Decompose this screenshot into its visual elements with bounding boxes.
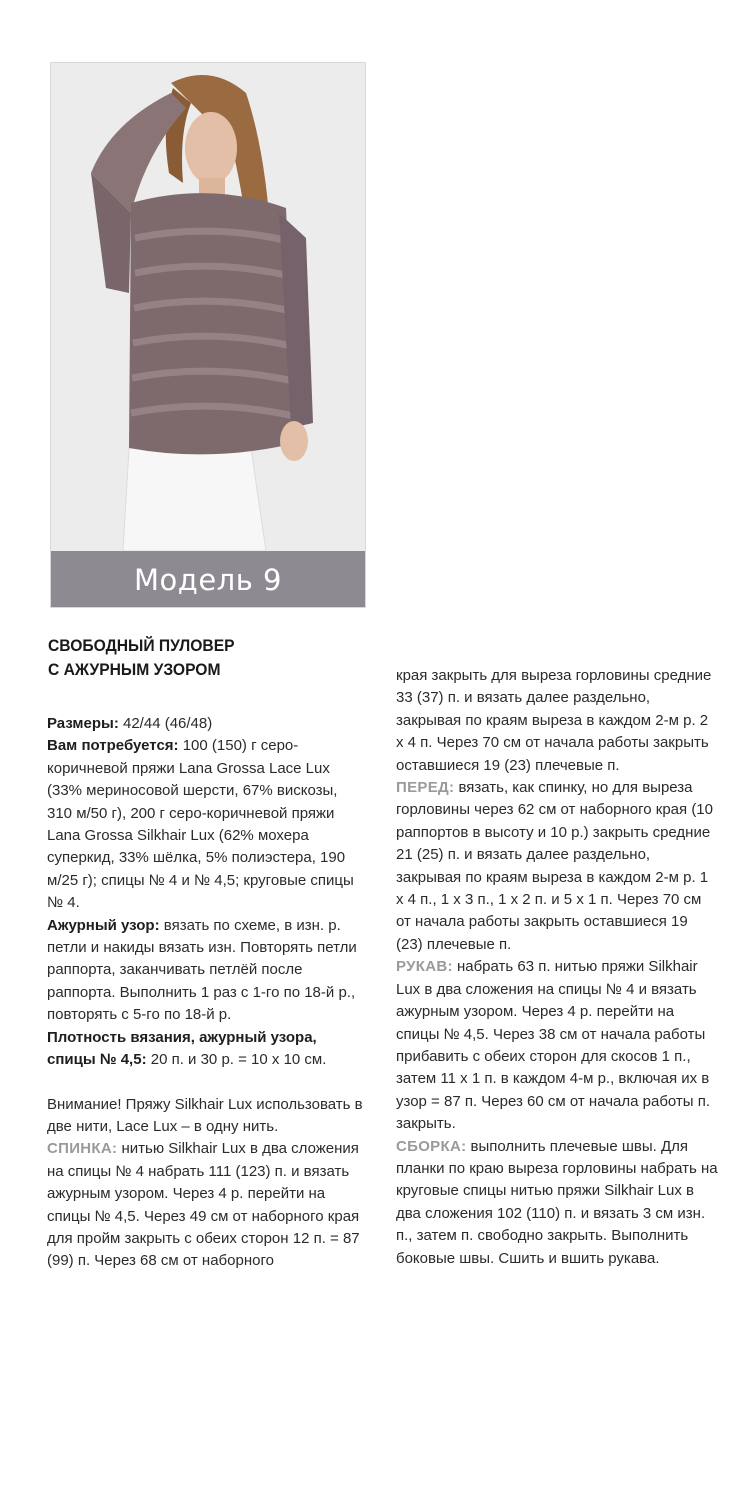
materials-text: 100 (150) г серо-коричневой пряжи Lana Grossa Lace Lux (33% мериносовой шерсти, 67% вискозы, 310 м/50 г), 200 г серо-коричневой пряжи Lana Grossa Silkhair Lux (62% мохера суперкид, 33% шёлка, 5% полиэстера, 190 м/25 г); спицы № 4 и № 4,5; круговые спицы № 4.: [47, 737, 354, 912]
article-title: [48, 634, 342, 682]
materials-paragraph: [47, 735, 365, 914]
materials-label: Вам потребуется:: [47, 737, 179, 755]
model-photo: [50, 62, 366, 608]
left-column: [47, 713, 365, 1273]
gauge-label: Плотность вязания, ажурный узора, спицы № 4,5:: [47, 1028, 317, 1069]
back-label: СПИНКА:: [47, 1140, 118, 1158]
sizes-label: Размеры:: [47, 715, 119, 732]
back-continued-paragraph: края закрыть для выреза горловины средние 33 (37) п. и вязать далее раздельно, закрывая по краям выреза в каждом 2-м р. 2 х 4 п. Через 70 см от начала работы закрыть оставшиеся 19 (23) плечевые п.: [396, 667, 712, 774]
pattern-paragraph: [47, 915, 365, 1027]
model-illustration: [51, 63, 366, 551]
pattern-label: Ажурный узор:: [47, 916, 160, 934]
front-paragraph: [396, 777, 718, 956]
assembly-paragraph: [396, 1136, 718, 1270]
sizes-value: 42/44 (46/48): [123, 715, 213, 732]
title-line-2: С АЖУРНЫМ УЗОРОМ: [48, 660, 221, 679]
assembly-text: выполнить плечевые швы. Для планки по краю выреза горловины набрать на круговые спицы нитью пряжи Silkhair Lux в два сложения 102 (110) п. и вязать 3 см изн. п., затем п. свободно закрыть. Выполнить боковые швы. Сшить и вшить рукава.: [396, 1137, 718, 1267]
pattern-text: вязать по схеме, в изн. р. петли и накиды вязать изн. Повторять петли раппорта, заканчивать петлёй после раппорта. Выполнить 1 раз с 1-го по 18-й р., повторять с 5-го по 18-й р.: [47, 916, 357, 1024]
gauge-text: 20 п. и 30 р. = 10 х 10 см.: [150, 1051, 327, 1069]
sleeve-label: РУКАВ:: [396, 958, 453, 976]
title-line-1: СВОБОДНЫЙ ПУЛОВЕР: [48, 636, 235, 655]
note-paragraph: Внимание! Пряжу Silkhair Lux использовать в две нити, Lace Lux – в одну нить.: [47, 1095, 363, 1135]
right-column: [396, 665, 718, 1270]
gauge-paragraph: [47, 1027, 365, 1072]
sizes-paragraph: [47, 713, 365, 735]
front-text: вязать, как спинку, но для выреза горловины через 62 см от наборного края (10 раппортов в высоту и 10 р.) закрыть средние 21 (25) п. и вязать далее раздельно, закрывая по краям выреза в каждом 2-м р. 1 х 4 п., 1 х 3 п., 1 х 2 п. и 5 х 1 п. Через 70 см от начала работы закрыть оставшиеся 19 (23) плечевые п.: [396, 779, 713, 953]
sleeve-text: набрать 63 п. нитью пряжи Silkhair Lux в два сложения на спицы № 4 и вязать ажурным узором. Через 4 р. перейти на спицы № 4,5. Через 38 см от начала работы прибавить с обеих сторон для скосов 1 п., затем 11 х 1 п. в каждом 4-м р., включая их в узор = 87 п. Через 60 см от начала работы п. закрыть.: [396, 958, 711, 1133]
back-text: нитью Silkhair Lux в два сложения на спицы № 4 набрать 111 (123) п. и вязать ажурным узором. Через 4 р. перейти на спицы № 4,5. Через 49 см от наборного края для пройм закрыть с обеих сторон 12 п. = 87 (99) п. Через 68 см от наборного: [47, 1140, 360, 1270]
model-caption: Модель 9: [51, 551, 365, 608]
sleeve-paragraph: [396, 956, 718, 1135]
back-paragraph: [47, 1138, 365, 1272]
assembly-label: СБОРКА:: [396, 1137, 467, 1155]
front-label: ПЕРЕД:: [396, 779, 455, 797]
